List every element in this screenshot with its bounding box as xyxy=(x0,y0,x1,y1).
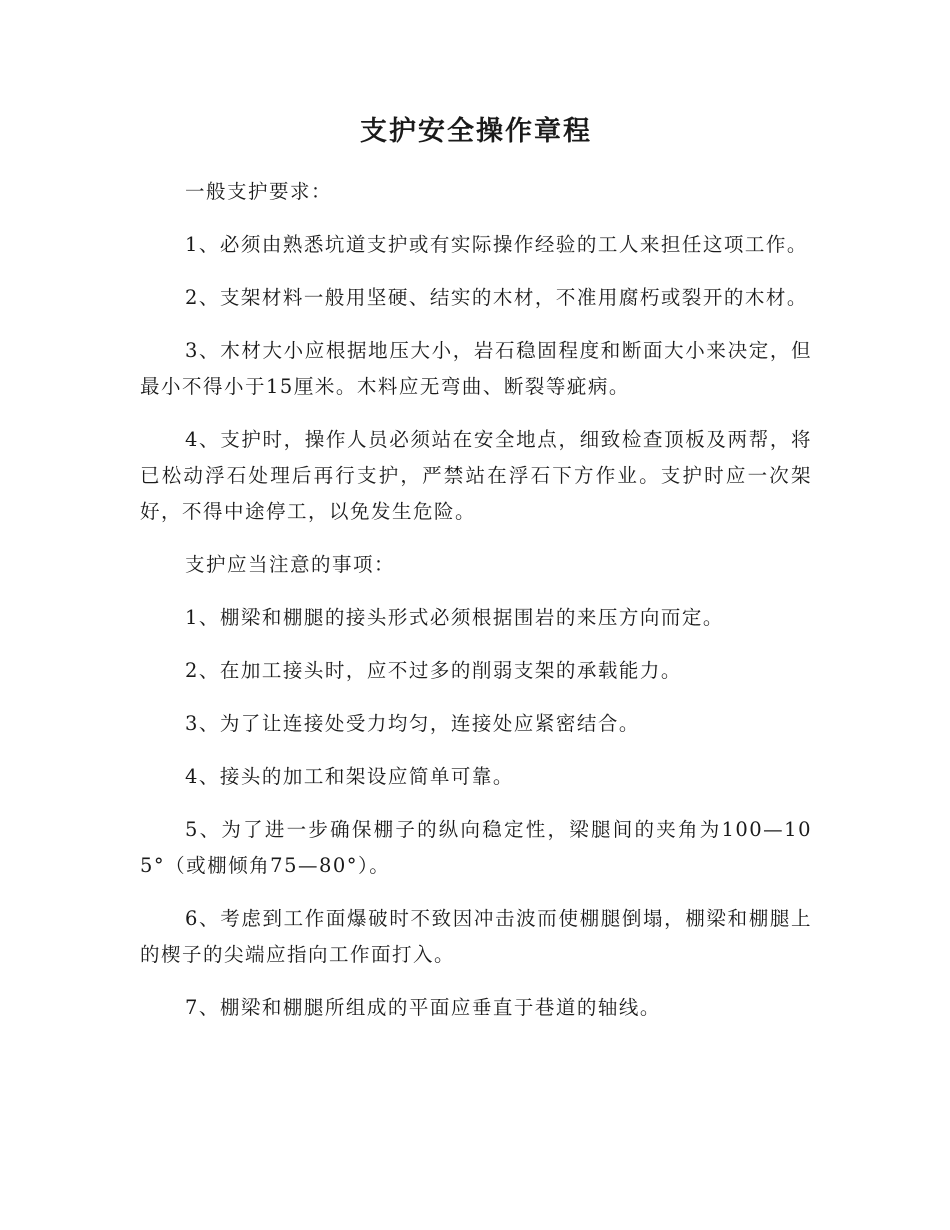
paragraph: 4、支护时，操作人员必须站在安全地点，细致检查顶板及两帮，将已松动浮石处理后再行支护，严禁站在浮石下方作业。支护时应一次架好，不得中途停工，以免发生危险。 xyxy=(140,428,812,523)
paragraph: 4、接头的加工和架设应简单可靠。 xyxy=(185,765,514,788)
paragraph: 7、棚梁和棚腿所组成的平面应垂直于巷道的轴线。 xyxy=(185,996,661,1019)
paragraph: 3、为了让连接处受力均匀，连接处应紧密结合。 xyxy=(185,712,640,735)
paragraph: 2、支架材料一般用坚硬、结实的木材，不准用腐朽或裂开的木材。 xyxy=(185,286,808,309)
paragraph: 3、木材大小应根据地压大小，岩石稳固程度和断面大小来决定，但最小不得小于15厘米。木料应无弯曲、断裂等疵病。 xyxy=(140,339,812,398)
document-title: 支护安全操作章程 xyxy=(360,116,592,147)
paragraph: 1、必须由熟悉坑道支护或有实际操作经验的工人来担任这项工作。 xyxy=(185,233,808,256)
paragraph: 1、棚梁和棚腿的接头形式必须根据围岩的来压方向而定。 xyxy=(185,606,724,629)
section-heading-general: 一般支护要求： xyxy=(185,180,333,203)
document-page xyxy=(140,112,812,1043)
paragraph: 6、考虑到工作面爆破时不致因冲击波而使棚腿倒塌，棚梁和棚腿上的楔子的尖端应指向工作面打入。 xyxy=(140,907,812,966)
section-heading-notes: 支护应当注意的事项： xyxy=(185,553,396,576)
paragraph: 2、在加工接头时，应不过多的削弱支架的承载能力。 xyxy=(185,659,682,682)
paragraph: 5、为了进一步确保棚子的纵向稳定性，梁腿间的夹角为100—105°（或棚倾角75—80°）。 xyxy=(140,818,812,877)
